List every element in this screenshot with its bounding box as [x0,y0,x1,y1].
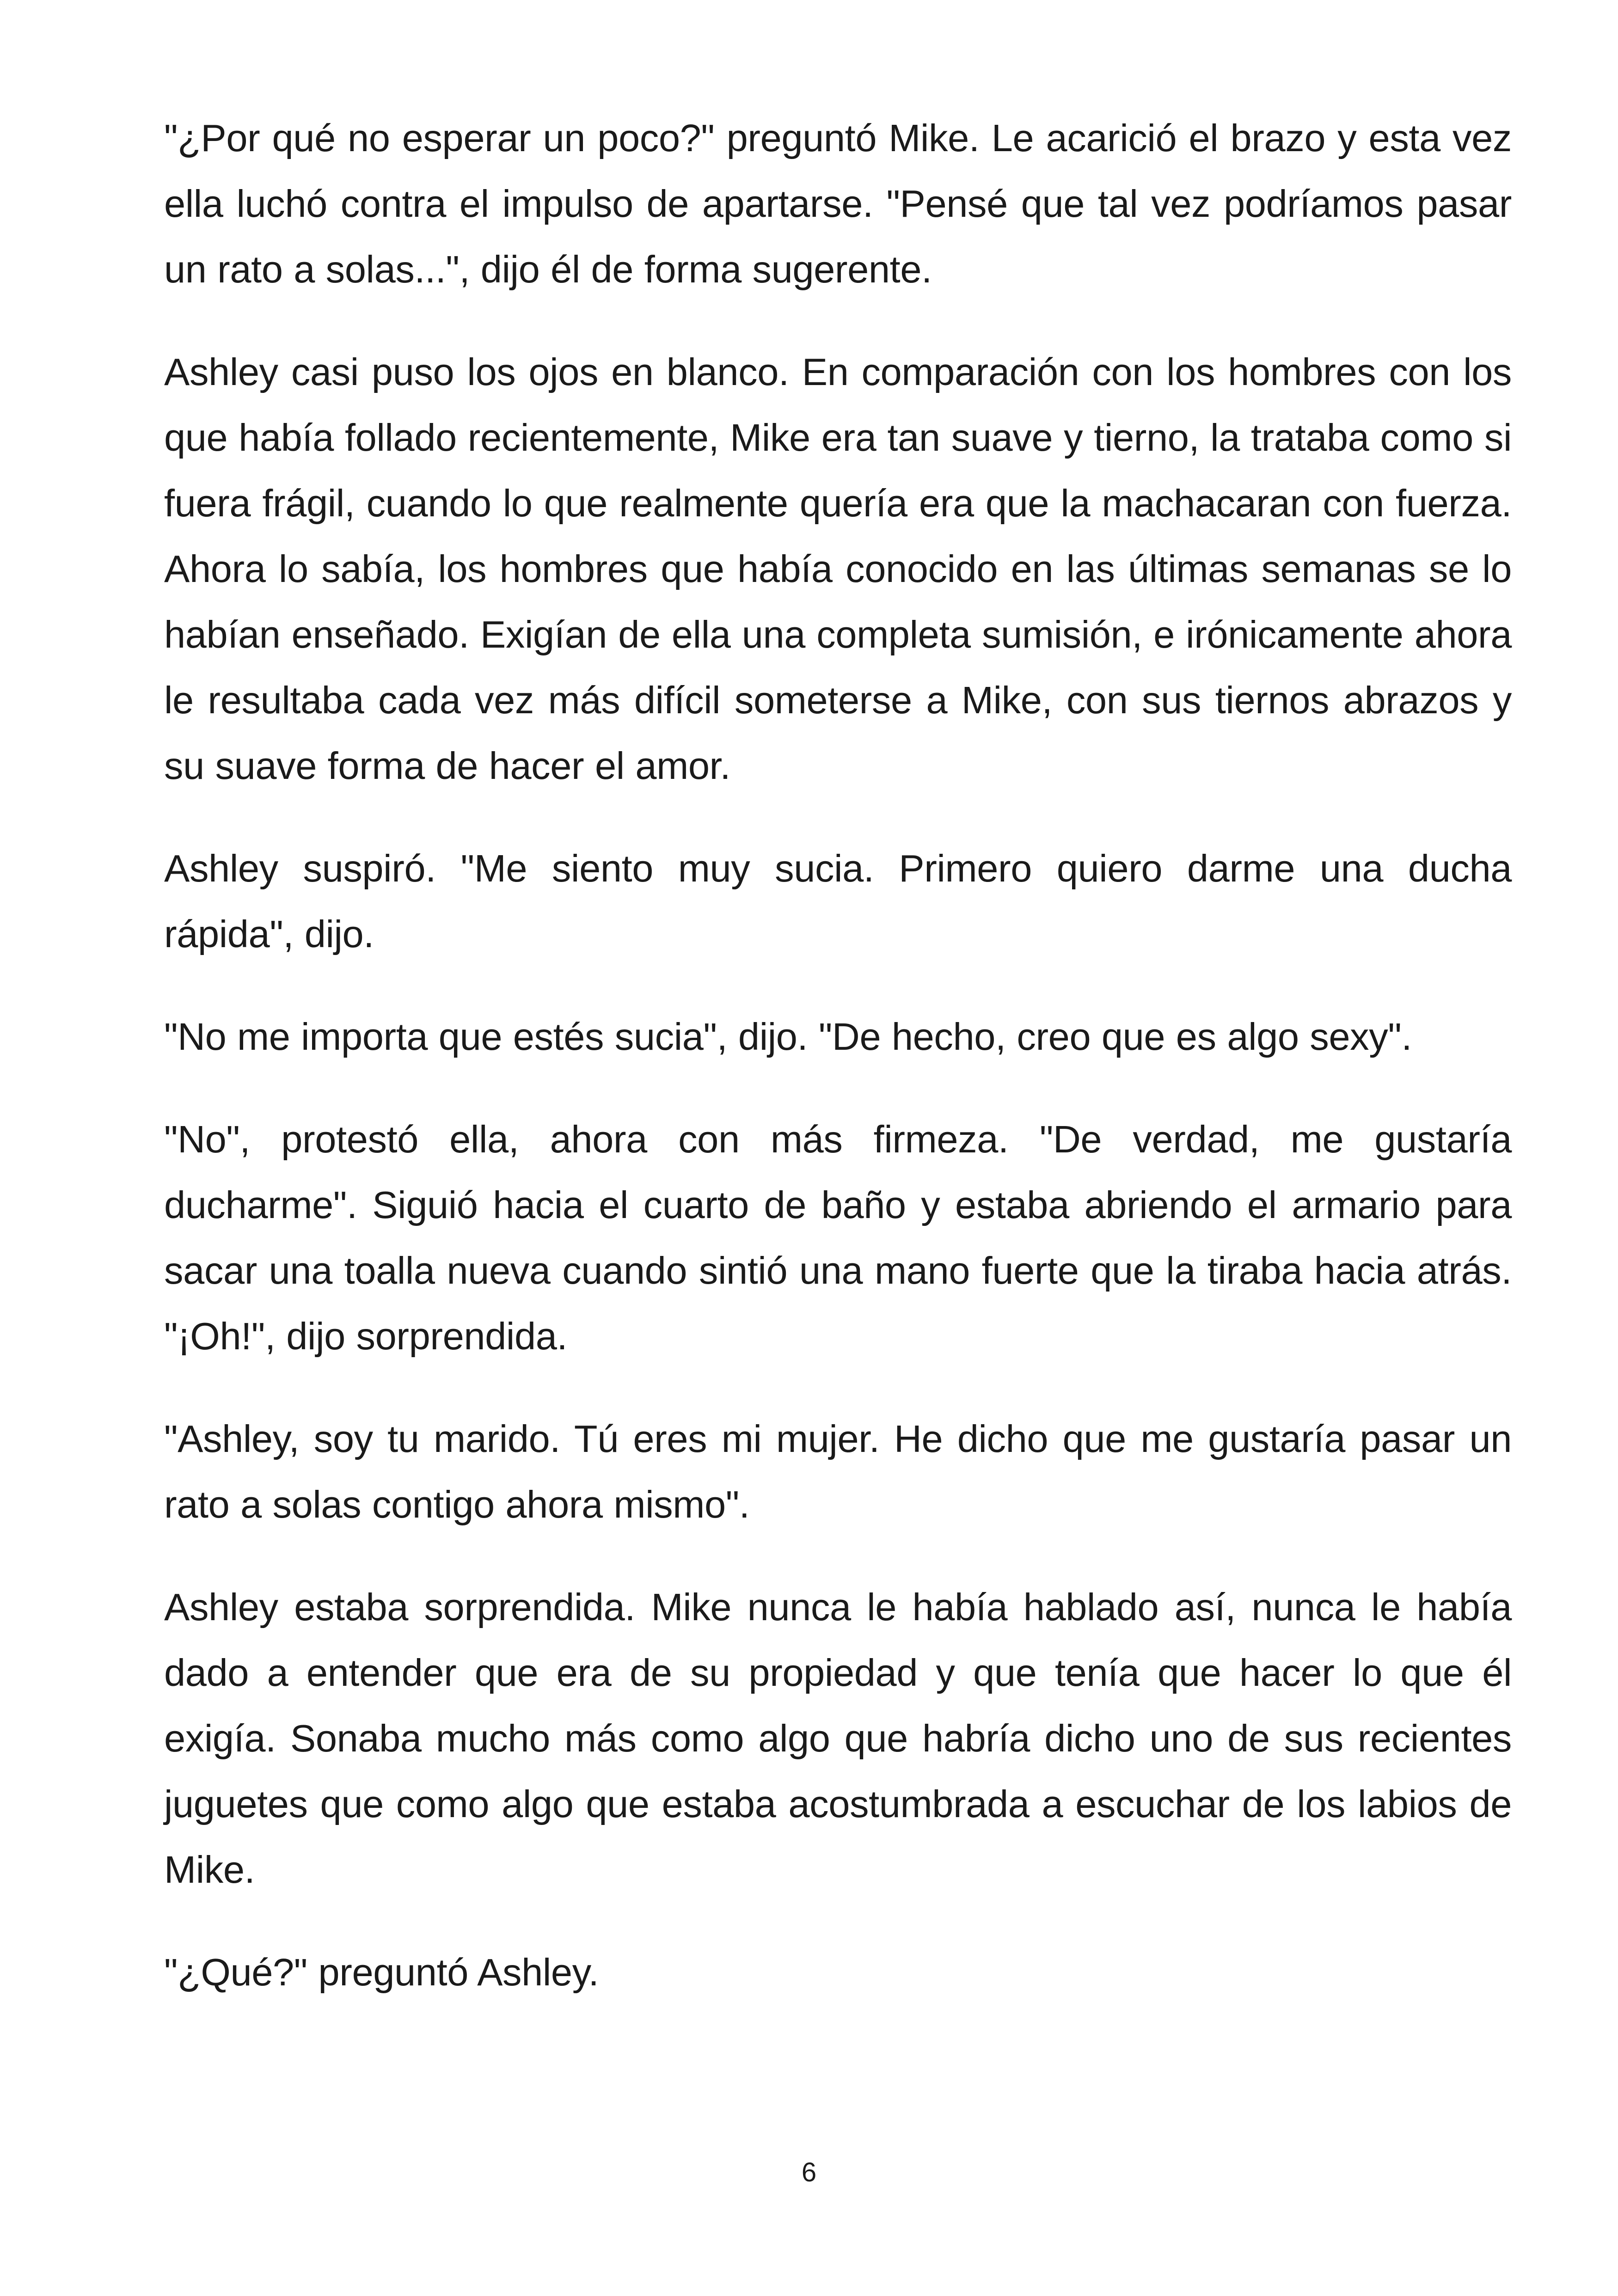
paragraph: "No", protestó ella, ahora con más firmeza. "De verdad, me gustaría ducharme". Siguió hacia el cuarto de baño y estaba abriendo el armario para sacar una toalla nueva cuando sintió una mano fuerte que la tiraba hacia atrás. "¡Oh!", dijo sorprendida. [164,1118,1512,1358]
document-body [164,105,1512,2042]
paragraph: "¿Por qué no esperar un poco?" preguntó Mike. Le acarició el brazo y esta vez ella luchó contra el impulso de apartarse. "Pensé que tal vez podríamos pasar un rato a solas...", dijo él de forma sugerente. [164,116,1512,291]
paragraph: Ashley suspiró. "Me siento muy sucia. Primero quiero darme una ducha rápida", dijo. [164,847,1512,955]
page-number: 6 [801,2157,817,2187]
paragraph: "Ashley, soy tu marido. Tú eres mi mujer. He dicho que me gustaría pasar un rato a solas contigo ahora mismo". [164,1417,1512,1526]
paragraph: "No me importa que estés sucia", dijo. "De hecho, creo que es algo sexy". [164,1015,1412,1058]
paragraph: Ashley estaba sorprendida. Mike nunca le había hablado así, nunca le había dado a entender que era de su propiedad y que tenía que hacer lo que él exigía. Sonaba mucho más como algo que habría dicho uno de sus recientes juguetes que como algo que estaba acostumbrada a escuchar de los labios de Mike. [164,1586,1512,1891]
paragraph: Ashley casi puso los ojos en blanco. En comparación con los hombres con los que había follado recientemente, Mike era tan suave y tierno, la trataba como si fuera frágil, cuando lo que realmente quería era que la machacaran con fuerza. Ahora lo sabía, los hombres que había conocido en las últimas semanas se lo habían enseñado. Exigían de ella una completa sumisión, e irónicamente ahora le resultaba cada vez más difícil someterse a Mike, con sus tiernos abrazos y su suave forma de hacer el amor. [164,350,1512,787]
paragraph: "¿Qué?" preguntó Ashley. [164,1951,599,1994]
